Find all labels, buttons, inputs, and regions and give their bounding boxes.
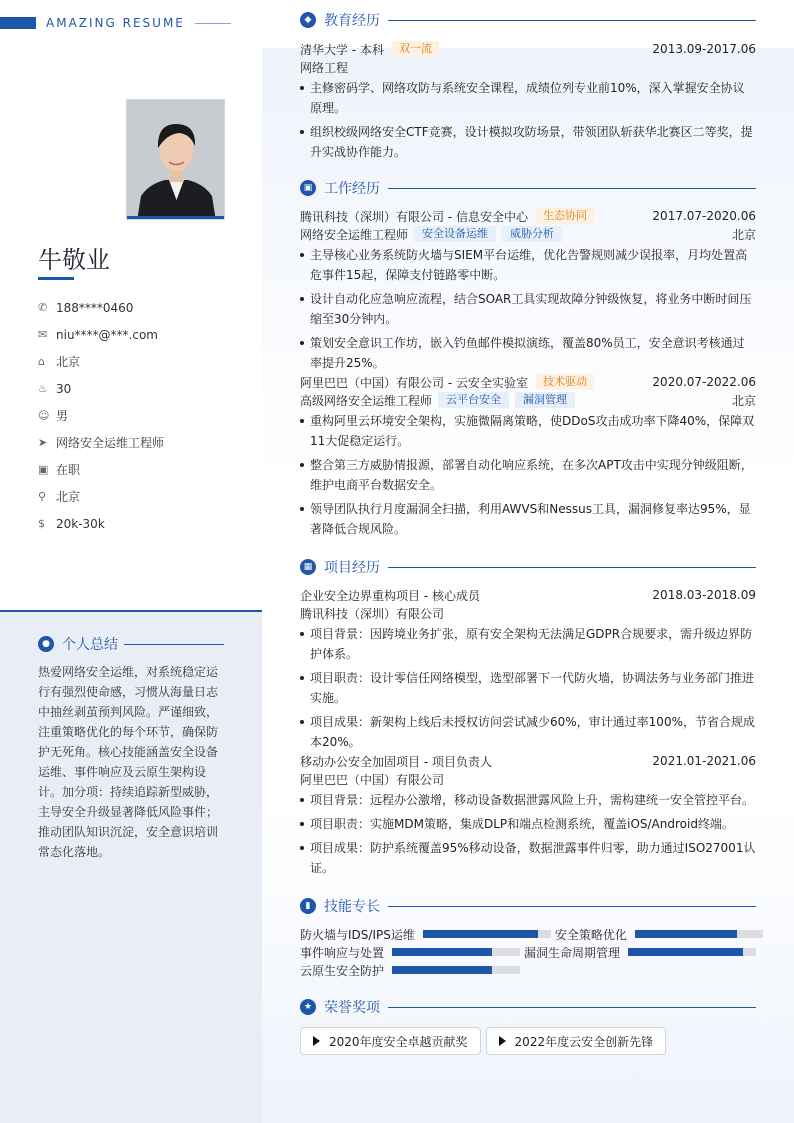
triangle-icon bbox=[313, 1036, 320, 1046]
info-value: niu****@***.com bbox=[56, 327, 158, 342]
project-period: 2021.01-2021.06 bbox=[652, 754, 756, 768]
triangle-icon bbox=[499, 1036, 506, 1046]
info-gender bbox=[38, 402, 248, 429]
job-period: 2020.07-2022.06 bbox=[652, 375, 756, 389]
skill-row bbox=[300, 925, 756, 943]
list-item: 项目背景：因跨境业务扩张，原有安全架构无法满足GDPR合规要求，需升级边界防护体系。 bbox=[300, 624, 756, 664]
name-underline bbox=[38, 277, 74, 280]
skill-bar-fill bbox=[392, 966, 492, 974]
skill-name: 安全策略优化 bbox=[554, 927, 627, 942]
award-chip bbox=[486, 1027, 667, 1055]
profile-photo bbox=[126, 99, 225, 220]
graduation-cap-icon: ◆ bbox=[300, 12, 316, 28]
skill-bar-fill bbox=[628, 948, 743, 956]
info-value: 在职 bbox=[56, 463, 81, 477]
info-value: 北京 bbox=[56, 490, 81, 504]
info-email bbox=[38, 321, 248, 348]
skill-bar bbox=[392, 966, 520, 974]
list-item: 项目背景：远程办公激增，移动设备数据泄露风险上升，需构建统一安全管控平台。 bbox=[300, 790, 756, 810]
education-row bbox=[300, 40, 756, 58]
skill-name: 云原生安全防护 bbox=[300, 963, 385, 978]
section-divider bbox=[388, 567, 756, 568]
brand-text: AMAZING RESUME bbox=[46, 16, 185, 30]
job-company-row bbox=[300, 207, 756, 225]
job-city: 北京 bbox=[731, 393, 756, 408]
info-value: 网络安全运维工程师 bbox=[56, 436, 165, 450]
project-name-row bbox=[300, 586, 756, 604]
info-value: 30 bbox=[56, 381, 72, 396]
job-company-row bbox=[300, 373, 756, 391]
skill-name: 防火墙与IDS/IPS运维 bbox=[300, 927, 415, 942]
skill-bar bbox=[628, 948, 756, 956]
job-role-row bbox=[300, 225, 756, 243]
job-entry bbox=[300, 207, 756, 373]
user-icon: ● bbox=[38, 636, 54, 652]
brand-header bbox=[0, 16, 231, 30]
skills-header bbox=[300, 896, 756, 916]
job-role: 网络安全运维工程师 bbox=[300, 227, 409, 242]
work-header bbox=[300, 178, 756, 198]
award-icon: ★ bbox=[300, 999, 316, 1015]
school-name: 清华大学 - 本科 bbox=[300, 42, 384, 57]
list-item: 策划安全意识工作坊，嵌入钓鱼邮件模拟演练，覆盖80%员工，安全意识考核通过率提升25%。 bbox=[300, 333, 756, 373]
section-divider bbox=[388, 188, 756, 189]
skill-row bbox=[300, 961, 756, 979]
info-value: 188****0460 bbox=[56, 300, 134, 315]
grid-icon: ▦ bbox=[300, 559, 316, 575]
company-tag: 技术驱动 bbox=[536, 374, 594, 390]
skill-bar-fill bbox=[423, 930, 538, 938]
portrait-illustration bbox=[127, 100, 225, 220]
awards-section bbox=[300, 997, 756, 1055]
skill-bar bbox=[392, 948, 520, 956]
skill-bar-fill bbox=[392, 948, 492, 956]
candidate-name: 牛敬业 bbox=[38, 246, 110, 274]
award-label: 2022年度云安全创新先锋 bbox=[514, 1034, 654, 1049]
info-status bbox=[38, 456, 248, 483]
job-entry bbox=[300, 373, 756, 539]
section-divider bbox=[124, 644, 224, 645]
project-org: 阿里巴巴（中国）有限公司 bbox=[300, 772, 445, 787]
section-divider bbox=[388, 906, 756, 907]
education-header bbox=[300, 10, 756, 30]
skill-item bbox=[300, 926, 551, 943]
awards-header bbox=[300, 997, 756, 1017]
skill-tag: 漏洞管理 bbox=[515, 392, 575, 408]
awards-list bbox=[300, 1027, 756, 1055]
project-bullets bbox=[300, 624, 756, 752]
skills-section bbox=[300, 896, 756, 979]
money-icon: $ bbox=[38, 517, 45, 530]
list-item: 主导核心业务系统防火墙与SIEM平台运维，优化告警规则减少误报率，月均处置高危事件15起，保障支付链路零中断。 bbox=[300, 245, 756, 285]
company-name: 腾讯科技（深圳）有限公司 - 信息安全中心 bbox=[300, 209, 528, 224]
work-section bbox=[300, 178, 756, 543]
job-bullets bbox=[300, 411, 756, 539]
project-org-row bbox=[300, 770, 756, 788]
skill-item bbox=[300, 962, 520, 979]
job-role-row bbox=[300, 391, 756, 409]
list-item: 项目成果：防护系统覆盖95%移动设备，数据泄露事件归零，助力通过ISO27001认证。 bbox=[300, 838, 756, 878]
info-value: 20k-30k bbox=[56, 516, 105, 531]
info-age bbox=[38, 375, 248, 402]
company-tag: 生态协同 bbox=[536, 208, 594, 224]
section-divider bbox=[388, 1007, 756, 1008]
gender-icon: ☺ bbox=[38, 409, 50, 422]
list-item: 项目职责：实施MDM策略，集成DLP和端点检测系统，覆盖iOS/Android终端。 bbox=[300, 814, 756, 834]
summary-text: 热爱网络安全运维，对系统稳定运行有强烈使命感，习惯从海量日志中抽丝剥茧预判风险。严谨细致，注重策略优化的每个环节，确保防护无死角。核心技能涵盖安全设备运维、事件响应及云原生架构设计。加分项：持续追踪新型威胁，主导安全升级显著降低风险事件；推动团队知识沉淀，安全意识培训常态化落地。 bbox=[38, 665, 219, 859]
project-period: 2018.03-2018.09 bbox=[652, 588, 756, 602]
school-tag: 双一流 bbox=[392, 41, 439, 57]
project-org: 腾讯科技（深圳）有限公司 bbox=[300, 606, 445, 621]
info-value: 北京 bbox=[56, 355, 81, 369]
info-salary bbox=[38, 510, 248, 537]
job-period: 2017.07-2020.06 bbox=[652, 209, 756, 223]
project-org-row bbox=[300, 604, 756, 622]
education-period: 2013.09-2017.06 bbox=[652, 42, 756, 56]
job-bullets bbox=[300, 245, 756, 373]
list-item: 组织校级网络安全CTF竞赛，设计模拟攻防场景，带领团队斩获华北赛区二等奖，提升实战协作能力。 bbox=[300, 122, 756, 162]
home-icon: ⌂ bbox=[38, 355, 45, 368]
summary-title: 个人总结 bbox=[62, 637, 118, 653]
briefcase-icon: ▣ bbox=[38, 463, 49, 476]
skill-item bbox=[524, 944, 756, 961]
cake-icon: ♨ bbox=[38, 382, 48, 395]
brand-bar bbox=[0, 17, 36, 29]
mail-icon: ✉ bbox=[38, 328, 48, 341]
list-item: 领导团队执行月度漏洞全扫描，利用AWVS和Nessus工具，漏洞修复率达95%，显著降低合规风险。 bbox=[300, 499, 756, 539]
project-entry bbox=[300, 586, 756, 752]
skill-name: 漏洞生命周期管理 bbox=[524, 945, 621, 960]
education-title: 教育经历 bbox=[324, 13, 380, 29]
project-name: 企业安全边界重构项目 - 核心成员 bbox=[300, 588, 480, 603]
project-entry bbox=[300, 752, 756, 878]
job-role: 高级网络安全运维工程师 bbox=[300, 393, 433, 408]
list-item: 主修密码学、网络攻防与系统安全课程，成绩位列专业前10%，深入掌握安全协议原理。 bbox=[300, 78, 756, 118]
education-bullets bbox=[300, 78, 756, 162]
work-title: 工作经历 bbox=[324, 181, 380, 197]
awards-title: 荣誉奖项 bbox=[324, 1000, 380, 1016]
list-item: 项目职责：设计零信任网络模型，选型部署下一代防火墙，协调法务与业务部门推进实施。 bbox=[300, 668, 756, 708]
list-item: 重构阿里云环境安全架构，实施微隔离策略，使DDoS攻击成功率下降40%，保障双11大促稳定运行。 bbox=[300, 411, 756, 451]
section-divider bbox=[388, 20, 756, 21]
photo-accent-bar bbox=[127, 216, 224, 219]
list-item: 设计自动化应急响应流程，结合SOAR工具实现故障分钟级恢复，将业务中断时间压缩至30分钟内。 bbox=[300, 289, 756, 329]
summary-header bbox=[38, 634, 224, 654]
skill-tag: 云平台安全 bbox=[438, 392, 509, 408]
major-row bbox=[300, 58, 756, 76]
contact-info-list bbox=[38, 294, 248, 537]
project-name: 移动办公安全加固项目 - 项目负责人 bbox=[300, 754, 492, 769]
skill-bar bbox=[635, 930, 763, 938]
job-city: 北京 bbox=[731, 227, 756, 242]
info-location bbox=[38, 483, 248, 510]
skills-title: 技能专长 bbox=[324, 899, 380, 915]
award-label: 2020年度安全卓越贡献奖 bbox=[329, 1034, 468, 1049]
info-phone bbox=[38, 294, 248, 321]
skill-item bbox=[300, 944, 520, 961]
major: 网络工程 bbox=[300, 60, 349, 75]
info-value: 男 bbox=[56, 409, 69, 423]
skill-row bbox=[300, 943, 756, 961]
projects-section bbox=[300, 557, 756, 882]
briefcase-icon: ▣ bbox=[300, 180, 316, 196]
education-section bbox=[300, 10, 756, 166]
brand-divider bbox=[195, 23, 231, 24]
send-icon: ➤ bbox=[38, 436, 48, 449]
info-hometown bbox=[38, 348, 248, 375]
location-icon: ⚲ bbox=[38, 490, 47, 503]
list-item: 整合第三方威胁情报源，部署自动化响应系统，在多次APT攻击中实现分钟级阻断，维护电商平台数据安全。 bbox=[300, 455, 756, 495]
info-position bbox=[38, 429, 248, 456]
skill-tag: 安全设备运维 bbox=[414, 226, 496, 242]
projects-title: 项目经历 bbox=[324, 560, 380, 576]
skill-name: 事件响应与处置 bbox=[300, 945, 385, 960]
phone-icon: ✆ bbox=[38, 301, 48, 314]
list-item: 项目成果：新架构上线后未授权访问尝试减少60%，审计通过率100%，节省合规成本20%。 bbox=[300, 712, 756, 752]
award-chip bbox=[300, 1027, 481, 1055]
project-bullets bbox=[300, 790, 756, 878]
project-name-row bbox=[300, 752, 756, 770]
bar-chart-icon: ▮ bbox=[300, 898, 316, 914]
skill-bar bbox=[423, 930, 551, 938]
skill-item bbox=[555, 926, 763, 943]
projects-header bbox=[300, 557, 756, 577]
skill-tag: 威胁分析 bbox=[502, 226, 562, 242]
skill-bar-fill bbox=[635, 930, 737, 938]
company-name: 阿里巴巴（中国）有限公司 - 云安全实验室 bbox=[300, 375, 528, 390]
